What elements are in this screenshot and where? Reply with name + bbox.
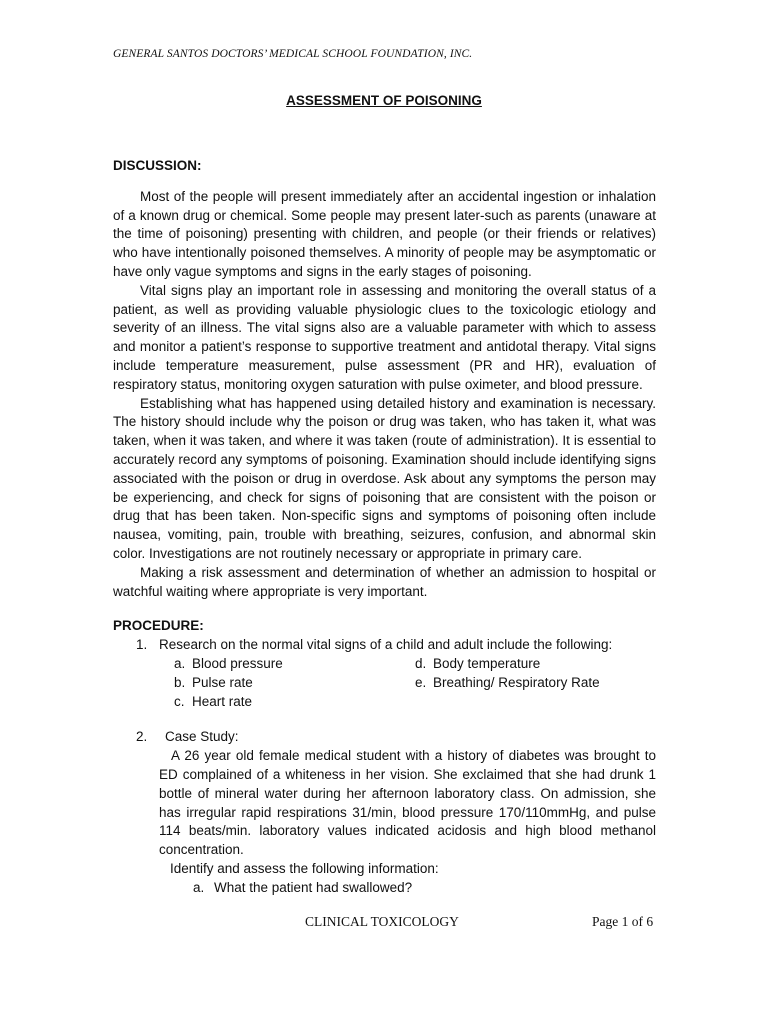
question-letter: a. (193, 879, 205, 895)
vital-signs-list (113, 655, 656, 711)
item-number: 1. (136, 637, 148, 653)
discussion-paragraph: Making a risk assessment and determination of whether an admission to hospital or watchful waiting where appropriate is very important. (113, 564, 656, 599)
list-letter: c. (174, 693, 185, 709)
list-text: Breathing/ Respiratory Rate (433, 674, 600, 690)
question-text: What the patient had swallowed? (214, 879, 413, 895)
list-item (415, 655, 656, 674)
list-letter: a. (174, 655, 186, 671)
list-item (174, 655, 415, 674)
vital-signs-column-left (174, 655, 415, 711)
list-text: Blood pressure (192, 655, 283, 671)
list-text: Heart rate (192, 693, 253, 709)
item-label: Case Study: (165, 729, 239, 745)
discussion-heading: DISCUSSION: (113, 158, 202, 173)
discussion-paragraph: Vital signs play an important role in assessing and monitoring the overall status of a patient, as well as providing valuable physiologic clues to the toxicologic etiology and severity of an illness. The vital signs also are a valuable parameter with which to assess and monitor a patient’s response to supportive treatment and antidotal therapy. Vital signs include temperature measurement, pulse assessment (PR and HR), evaluation of respiratory status, monitoring oxygen saturation with pulse oximeter, and blood pressure. (113, 282, 656, 392)
case-study-text: A 26 year old female medical student with a history of diabetes was brought to ED complained of a whiteness in her vision. She exclaimed that she had drunk 1 bottle of mineral water during her afternoon laboratory class. On admission, she has irregular rapid respirations 31/min, blood pressure 170/110mmHg, and pulse 114 beats/min. laboratory values indicated acidosis and high blood methanol concentration. (159, 748, 656, 858)
vital-signs-column-right (415, 655, 656, 711)
footer-course: CLINICAL TOXICOLOGY (305, 914, 459, 929)
question-item (113, 879, 656, 898)
item-text: Research on the normal vital signs of a child and adult include the following: (159, 637, 613, 653)
list-text: Pulse rate (192, 674, 253, 690)
list-text: Body temperature (433, 655, 541, 671)
procedure-heading: PROCEDURE: (113, 618, 204, 634)
list-item (174, 674, 415, 693)
procedure-item-2 (113, 728, 656, 747)
document-title: ASSESSMENT OF POISONING (286, 93, 482, 108)
list-letter: b. (174, 674, 186, 690)
discussion-paragraph: Most of the people will present immediately after an accidental ingestion or inhalation of a known drug or chemical. Some people may present later-such as parents (unaware at the time of poisoning) presenting with children, and people (or their friends or relatives) who have intentionally poisoned themselves. A minority of people may be asymptomatic or have only vague symptoms and signs in the early stages of poisoning. (113, 188, 656, 279)
item-number: 2. (136, 729, 148, 745)
list-item (174, 693, 415, 712)
document-body (113, 157, 656, 897)
footer-page-number: Page 1 of 6 (592, 914, 654, 929)
procedure-item-1 (113, 636, 656, 655)
list-letter: e. (415, 674, 427, 690)
institution-header: GENERAL SANTOS DOCTORS’ MEDICAL SCHOOL FOUNDATION, INC. (113, 48, 473, 60)
discussion-paragraph: Establishing what has happened using detailed history and examination is necessary. The history should include why the poison or drug was taken, who has taken it, what was taken, when it was taken, and where it was taken (route of administration). It is essential to accurately record any symptoms of poisoning. Examination should include identifying signs associated with the poison or drug in overdose. Ask about any symptoms the person may be experiencing, and check for signs of poisoning that are consistent with the poison or drug that has been taken. Non-specific signs and symptoms of poisoning often include nausea, vomiting, pain, trouble with breathing, seizures, confusion, and abnormal skin color. Investigations are not routinely necessary or appropriate in primary care. (113, 395, 656, 561)
list-letter: d. (415, 655, 427, 671)
case-instruction: Identify and assess the following information: (170, 860, 439, 876)
list-item (415, 674, 656, 693)
